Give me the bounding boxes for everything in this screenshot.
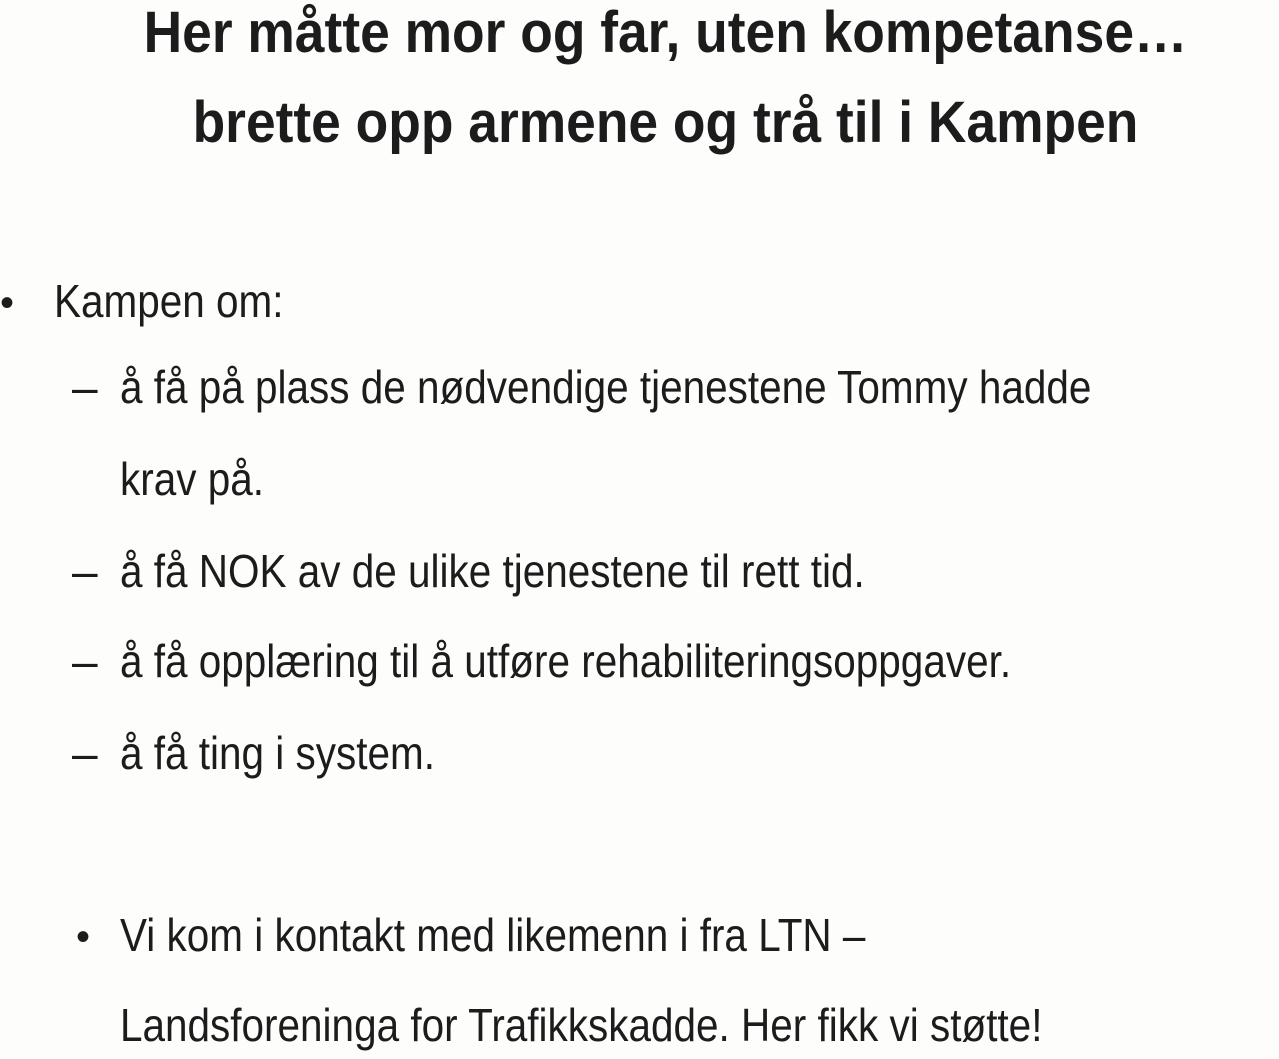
- bullet-2-line-2: Landsforeninga for Trafikkskadde. Her fikk vi støtte!: [120, 999, 1043, 1051]
- bullet-kampen-om: Kampen om:: [54, 275, 284, 327]
- slide-title-line-2: brette opp armene og trå til i Kampen: [192, 90, 1139, 155]
- subitem-dash: –: [72, 361, 98, 413]
- subitem-1-line-1: å få på plass de nødvendige tjenestene Tommy hadde: [120, 361, 1092, 413]
- slide-title-line-1: Her måtte mor og far, uten kompetanse…: [143, 0, 1188, 65]
- bullet-marker: •: [0, 281, 15, 325]
- subitem-dash: –: [72, 545, 98, 597]
- subitem-4-line-1: å få ting i system.: [120, 727, 435, 779]
- bullet-marker: •: [76, 915, 91, 959]
- subitem-1-line-2: krav på.: [120, 453, 265, 505]
- subitem-dash: –: [72, 635, 98, 687]
- subitem-dash: –: [72, 727, 98, 779]
- subitem-2-line-1: å få NOK av de ulike tjenestene til rett tid.: [120, 545, 865, 597]
- bullet-2-line-1: Vi kom i kontakt med likemenn i fra LTN –: [120, 909, 866, 961]
- subitem-3-line-1: å få opplæring til å utføre rehabiliteringsoppgaver.: [120, 635, 1012, 687]
